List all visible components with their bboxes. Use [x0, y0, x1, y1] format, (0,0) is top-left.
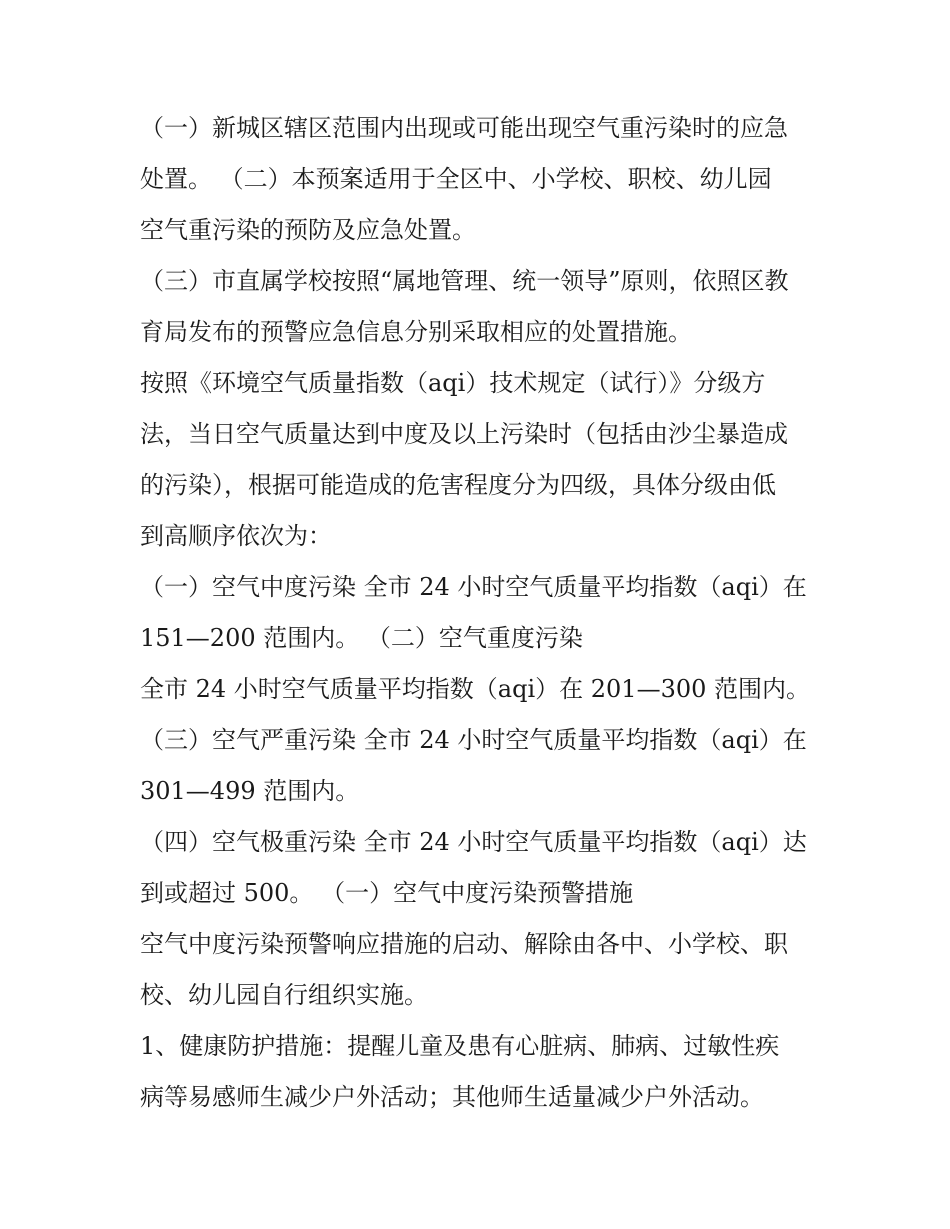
- text-line: 的污染），根据可能造成的危害程度分为四级，具体分级由低: [140, 471, 776, 499]
- text-line: 空气重污染的预防及应急处置。: [140, 216, 476, 244]
- text-line: （一）新城区辖区范围内出现或可能出现空气重污染时的应急: [140, 114, 788, 142]
- text-line: 法，当日空气质量达到中度及以上污染时（包括由沙尘暴造成: [140, 420, 788, 448]
- text-line: 育局发布的预警应急信息分别采取相应的处置措施。: [140, 318, 692, 346]
- text-line: 到或超过 500。 （一）空气中度污染预警措施: [140, 879, 634, 907]
- text-line: 301—499 范围内。: [140, 777, 360, 805]
- text-line: 空气中度污染预警响应措施的启动、解除由各中、小学校、职: [140, 930, 788, 958]
- text-line: 校、幼儿园自行组织实施。: [140, 981, 428, 1009]
- text-line: 病等易感师生减少户外活动；其他师生适量减少户外活动。: [140, 1083, 764, 1111]
- text-line: 151—200 范围内。 （二）空气重度污染: [140, 624, 583, 652]
- text-line: 全市 24 小时空气质量平均指数（aqi）在 201—300 范围内。: [140, 675, 811, 703]
- text-line: （一）空气中度污染 全市 24 小时空气质量平均指数（aqi）在: [140, 573, 807, 601]
- text-line: （三）空气严重污染 全市 24 小时空气质量平均指数（aqi）在: [140, 726, 807, 754]
- text-line: 到高顺序依次为：: [140, 522, 332, 550]
- text-line: （四）空气极重污染 全市 24 小时空气质量平均指数（aqi）达: [140, 828, 807, 856]
- text-line: 1、健康防护措施：提醒儿童及患有心脏病、肺病、过敏性疾: [140, 1032, 780, 1060]
- text-line: （三）市直属学校按照“属地管理、统一领导”原则，依照区教: [140, 267, 789, 295]
- text-line: 按照《环境空气质量指数（aqi）技术规定（试行）》分级方: [140, 369, 766, 397]
- text-line: 处置。 （二）本预案适用于全区中、小学校、职校、幼儿园: [140, 165, 772, 193]
